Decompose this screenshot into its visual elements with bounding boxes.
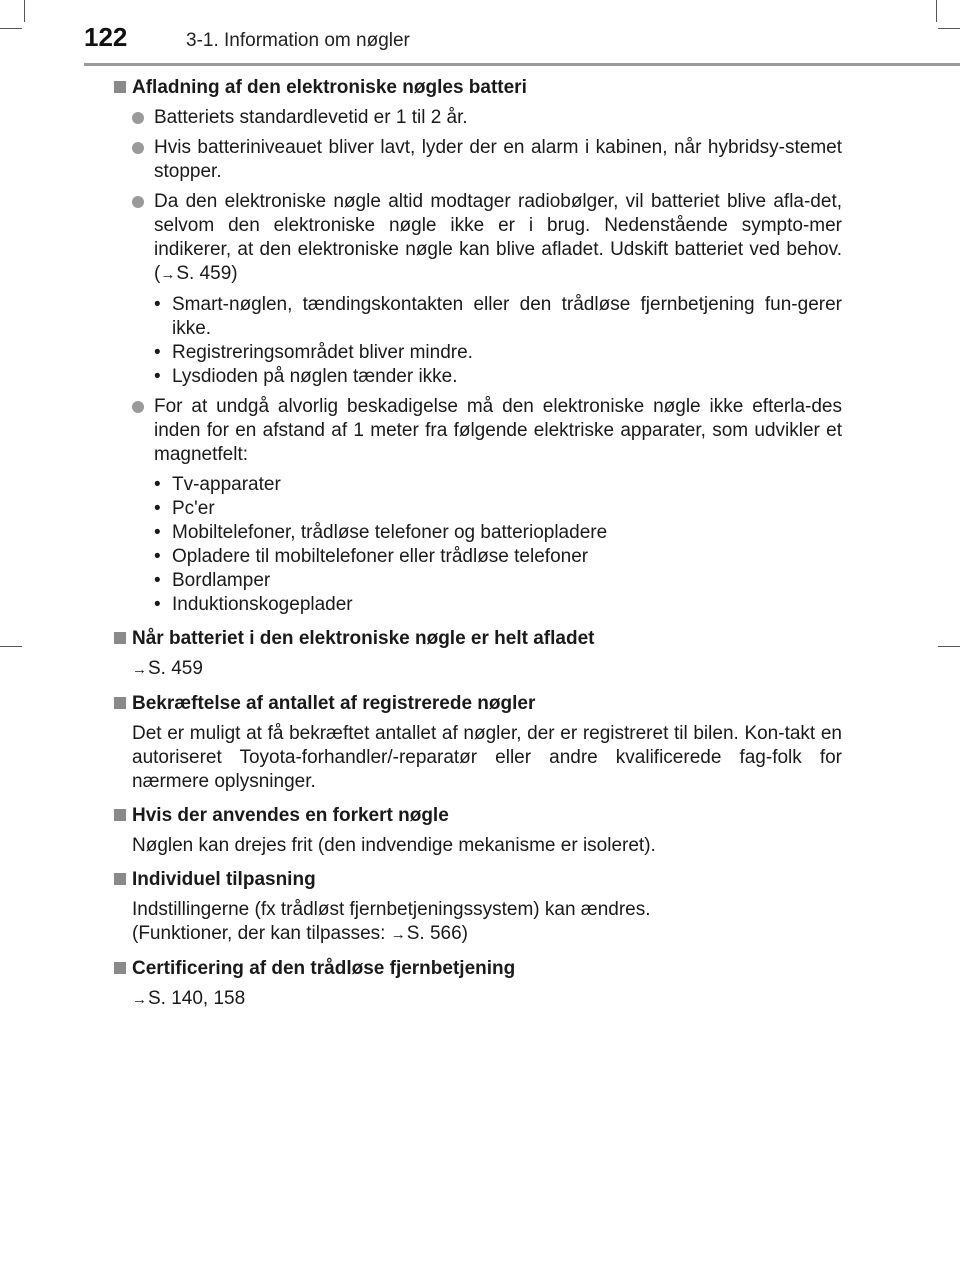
list-item-text: Lysdioden på nøglen tænder ikke. bbox=[172, 366, 458, 387]
bullet-text: Hvis batteriniveauet bliver lavt, lyder der en alarm i kabinen, når hybridsy-stemet stopper. bbox=[154, 137, 842, 182]
list-item bbox=[154, 545, 842, 569]
section-customization bbox=[118, 868, 842, 947]
square-bullet-icon bbox=[114, 632, 126, 644]
round-bullet-icon bbox=[132, 142, 144, 154]
section-heading bbox=[118, 627, 842, 651]
bullet-text: For at undgå alvorlig beskadigelse må den elektroniske nøgle ikke efterla-des inden for en afstand af 1 meter fra følgende elektriske apparater, som udvikler et magnetfelt: bbox=[154, 396, 842, 465]
list-item bbox=[154, 473, 842, 497]
section-heading bbox=[118, 804, 842, 828]
square-bullet-icon bbox=[114, 697, 126, 709]
paragraph: Nøglen kan drejes frit (den indvendige mekanisme er isoleret). bbox=[132, 835, 656, 856]
section-heading bbox=[118, 957, 842, 981]
round-bullet-icon bbox=[132, 401, 144, 413]
list-item-text: Induktionskogeplader bbox=[172, 594, 353, 615]
page-reference-line bbox=[132, 657, 842, 682]
bullet-icon: • bbox=[154, 498, 161, 519]
paragraph bbox=[132, 922, 842, 947]
list-item-text: Bordlamper bbox=[172, 570, 271, 591]
square-bullet-icon bbox=[114, 81, 126, 93]
list-item bbox=[154, 293, 842, 341]
section-heading bbox=[118, 76, 842, 100]
page-content bbox=[118, 76, 842, 1022]
bullet-icon: • bbox=[154, 294, 161, 315]
paragraph: Det er muligt at få bekræftet antallet af nøgler, der er registreret til bilen. Kon-takt en autoriseret Toyota-forhandler/-reparatør eller andre kvalificerede fag-folk for nærmere oplysninger. bbox=[132, 723, 842, 792]
list-item-text: Pc'er bbox=[172, 498, 215, 519]
list-item bbox=[154, 497, 842, 521]
list-item-text: Smart-nøglen, tændingskontakten eller den trådløse fjernbetjening fun-gerer ikke. bbox=[172, 294, 842, 339]
round-bullet-icon bbox=[132, 196, 144, 208]
round-bullet-icon bbox=[132, 112, 144, 124]
list-item bbox=[154, 341, 842, 365]
crop-mark bbox=[938, 646, 960, 647]
symptom-list bbox=[154, 293, 842, 389]
square-bullet-icon bbox=[114, 962, 126, 974]
paragraph-text: Indstillingerne (fx trådløst fjernbetjeningssystem) kan ændres. bbox=[132, 899, 651, 920]
list-item-text: Mobiltelefoner, trådløse telefoner og batteriopladere bbox=[172, 522, 608, 543]
list-item bbox=[154, 593, 842, 617]
heading-text: Når batteriet i den elektroniske nøgle er helt afladet bbox=[132, 628, 595, 649]
bullet-icon: • bbox=[154, 342, 161, 363]
list-item bbox=[154, 521, 842, 545]
bullet-icon: • bbox=[154, 546, 161, 567]
round-bullet-item bbox=[132, 136, 842, 184]
square-bullet-icon bbox=[114, 873, 126, 885]
list-item-text: Registreringsområdet bliver mindre. bbox=[172, 342, 473, 363]
round-bullet-item bbox=[132, 395, 842, 467]
header-rule bbox=[84, 63, 960, 66]
heading-text: Certificering af den trådløse fjernbetjening bbox=[132, 958, 516, 979]
bullet-icon: • bbox=[154, 570, 161, 591]
heading-text: Bekræftelse af antallet af registrerede nøgler bbox=[132, 693, 536, 714]
page-reference-line bbox=[132, 987, 842, 1012]
bullet-icon: • bbox=[154, 522, 161, 543]
page-reference: S. 459 bbox=[148, 658, 203, 679]
bullet-text: Da den elektroniske nøgle altid modtager radiobølger, vil batteriet blive afla-det, selvom den elektroniske nøgle ikke er i brug. Nedenstående sympto-mer indikerer, at den elektroniske nøgle kan blive afladet. Udskift batteriet ved behov. ( bbox=[154, 191, 842, 284]
section-battery-discharge bbox=[118, 76, 842, 617]
section-fully-discharged bbox=[118, 627, 842, 682]
section-registered-keys bbox=[118, 692, 842, 794]
section-heading bbox=[118, 868, 842, 892]
list-item-text: Opladere til mobiltelefoner eller trådløse telefoner bbox=[172, 546, 589, 567]
page-reference: S. 459) bbox=[176, 263, 238, 284]
paragraph bbox=[132, 898, 842, 922]
round-bullet-item bbox=[132, 106, 842, 130]
round-bullet-item bbox=[132, 190, 842, 287]
page-reference: S. 566) bbox=[406, 923, 469, 944]
paragraph-text: (Funktioner, der kan tilpasses: bbox=[132, 923, 391, 944]
section-certification bbox=[118, 957, 842, 1012]
bullet-icon: • bbox=[154, 366, 161, 387]
arrow-icon: → bbox=[132, 661, 147, 678]
heading-text: Individuel tilpasning bbox=[132, 869, 316, 890]
page-header bbox=[0, 0, 960, 64]
page-reference: S. 140, 158 bbox=[148, 988, 246, 1009]
arrow-icon: → bbox=[132, 991, 147, 1008]
bullet-icon: • bbox=[154, 474, 161, 495]
section-title: 3-1. Information om nøgler bbox=[186, 30, 410, 51]
list-item-text: Tv-apparater bbox=[172, 474, 281, 495]
crop-mark bbox=[0, 646, 22, 647]
section-heading bbox=[118, 692, 842, 716]
arrow-icon: → bbox=[160, 266, 176, 283]
list-item bbox=[154, 569, 842, 593]
device-list bbox=[154, 473, 842, 617]
bullet-text: Batteriets standardlevetid er 1 til 2 år. bbox=[154, 107, 468, 128]
arrow-icon: → bbox=[390, 926, 406, 943]
section-wrong-key bbox=[118, 804, 842, 858]
square-bullet-icon bbox=[114, 809, 126, 821]
heading-text: Afladning af den elektroniske nøgles batteri bbox=[132, 77, 527, 98]
list-item bbox=[154, 365, 842, 389]
bullet-icon: • bbox=[154, 594, 161, 615]
heading-text: Hvis der anvendes en forkert nøgle bbox=[132, 805, 449, 826]
page-number: 122 bbox=[84, 22, 128, 52]
